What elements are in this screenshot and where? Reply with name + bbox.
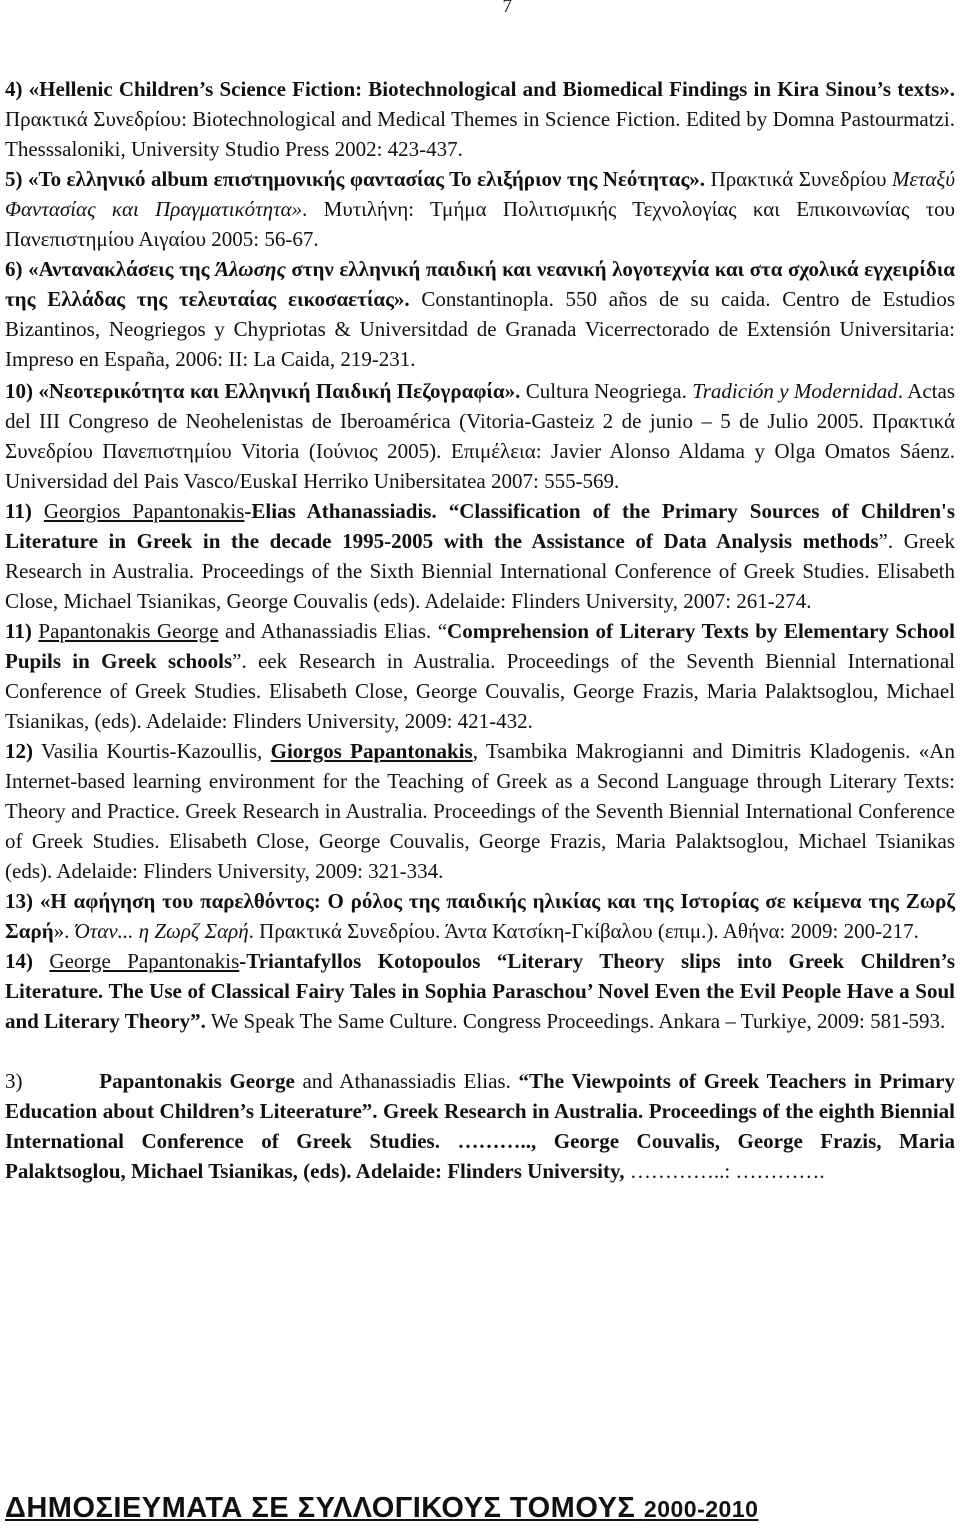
entry-title: «Hellenic Children’s Science Fiction: Biotechnological and Biomedical Findings in Kira Sinou’s texts». (28, 77, 956, 101)
entry-author-bold: -Elias Athanassiadis. (244, 499, 437, 523)
entry-number: 3) (5, 1069, 23, 1093)
entry-title: Comprehension of Literary Texts by Elementary School Pupils in Greek schools (5, 619, 956, 673)
entry-author-rest: and Athanassiadis Elias. “ (218, 619, 448, 643)
entry-title: -Triantafyllos Kotopoulos (239, 949, 481, 973)
entry-author-rest: and Athanassiadis Elias. (294, 1069, 519, 1093)
entry-details: We Speak The Same Culture. Congress Proceedings. Ankara – Turkiye, 2009: 581-593. (205, 1009, 946, 1033)
entry-details: . Μυτιλήνη: Τμήμα Πολιτισμικής Τεχνολογίας και Επικοινωνίας του Πανεπιστημίου Αιγαίου 2005: 56-67. (5, 197, 955, 251)
bibliography-list (5, 74, 955, 1186)
entry-number: 12) (5, 739, 33, 763)
entry-prefix: Πρακτικά Συνεδρίου (705, 167, 893, 191)
entry-prefix: Vasilia Kourtis-Kazoullis, (33, 739, 271, 763)
entry-author-bold-underlined: Giorgos Papantonakis (270, 739, 473, 763)
entry-number: 11) (5, 619, 32, 643)
page-number: 7 (502, 0, 512, 17)
entry-title-continued: “Literary Theory slips into Greek Children’s Literature. The Use of Classical Fairy Tales in Sophia Paraschou’ Novel Even the Evil People Have a Soul and Literary Theory”. (5, 949, 956, 1033)
entry-details: ”. Greek Research in Australia. Proceedings of the Sixth Biennial International Conference of Greek Studies. Elisabeth Close, Michael Tsianikas, George Couvalis (eds). Adelaide: Flinders University, 2007: 261-274. (5, 529, 955, 613)
entry-details: , Tsambika Makrogianni and Dimitris Kladogenis. «An Internet-based learning environment for the Teaching of Greek as a Second Language through Literary Texts: Theory and Practice. Greek Research in Australia. Proceedings of the Seventh Biennial International Conference of Greek Studies. Elisabeth Close, George Couvalis, George Frazis, Maria Palaktsoglou, Michael Tsianikas (eds). Adelaide: Flinders University, 2009: 321-334. (5, 739, 955, 883)
entry-details: ”. eek Research in Australia. Proceedings of the Seventh Biennial International Conference of Greek Studies. Elisabeth Close, George Couvalis, George Frazis, Maria Palaktsoglou, Michael Tsianikas, (eds). Adelaide: Flinders University, 2009: 421-432. (5, 649, 955, 733)
entry-number: 10) (5, 379, 33, 403)
entry-details: . Πρακτικά Συνεδρίου. Άντα Κατσίκη-Γκίβαλου (επιμ.). Αθήνα: 2009: 200-217. (248, 919, 919, 943)
bib-entry-3 (5, 1066, 955, 1186)
bib-entry-14 (5, 946, 955, 1036)
entry-title-part-a: «Αντανακλάσεις της (28, 257, 216, 281)
section-heading (5, 1492, 955, 1525)
entry-title-italic: Άλωσης (215, 257, 286, 281)
entry-prefix: Cultura Neogriega. (520, 379, 693, 403)
entry-number: 6) (5, 257, 23, 281)
entry-title: «Το ελληνικό album επιστημονικής φαντασίας Το ελιξήριον της Νεότητας». (27, 167, 706, 191)
entry-details: . Actas del III Congreso de Neohelenistas de Iberoamérica (Vitoria-Gasteiz 2 de junio – 5 de Julio 2005. Πρακτικά Συνεδρίου Πανεπιστημίου Vitoria (Ιούνιος 2005). Επιμέλεια: Javier Alonso Aldama y Olga Omatos Sáenz. Universidad del Pais Vasco/EuskaI Herriko Unibersitatea 2007: 555-569. (5, 379, 956, 493)
entry-author-bold: Papantonakis George (99, 1069, 295, 1093)
entry-number: 4) (5, 77, 23, 101)
entry-italic-title: Tradición y Modernidad (692, 379, 898, 403)
bib-entry-6 (5, 254, 955, 374)
bib-entry-10 (5, 376, 955, 496)
entry-number: 13) (5, 889, 33, 913)
entry-number: 11) (5, 499, 32, 523)
entry-details: Constantinopla. 550 años de su caida. Centro de Estudios Bizantinos, Neogriegos y Chypriotas & Universitdad de Granada Vicerrectorado de Extensión Universitaria: Impreso en España, 2006: II: La Caida, 219-231. (5, 287, 955, 371)
entry-author-underlined: Georgios Papantonakis (43, 499, 245, 523)
entry-author-underlined: Papantonakis George (38, 619, 219, 643)
bib-entry-11a (5, 496, 955, 616)
entry-author-underlined: George Papantonakis (49, 949, 240, 973)
bib-entry-4 (5, 74, 955, 164)
entry-title: “The Viewpoints of Greek Teachers in Primary Education about Children’s Liteerature”. Greek Research in Australia. Proceedings of the eighth Biennial International Conference of Greek Studies. ……….., George Couvalis, George Frazis, Maria Palaktsoglou, Michael Tsianikas, (eds). Adelaide: Flinders University, (5, 1069, 955, 1183)
spacer (5, 1036, 955, 1066)
section-heading-text: ΔΗΜΟΣΙΕΥΜΑΤΑ ΣΕ ΣΥΛΛΟΓΙΚΟΥΣ ΤΟΜΟΥΣ (5, 1492, 636, 1524)
bib-entry-13 (5, 886, 955, 946)
entry-prefix: ». (53, 919, 75, 943)
entry-details: …………..: …………. (624, 1159, 825, 1183)
bib-entry-11b (5, 616, 955, 736)
entry-italic-title: Μεταξύ Φαντασίας και Πραγματικότητα» (5, 167, 955, 221)
entry-title-part-b: στην ελληνική παιδική και νεανική λογοτεχνία και στα σχολικά εγχειρίδια της Ελλάδας της τελευταίας εικοσαετίας». (5, 257, 956, 311)
bib-entry-5 (5, 164, 955, 254)
entry-number: 14) (5, 949, 33, 973)
entry-title: «Νεοτερικότητα και Ελληνική Παιδική Πεζογραφία». (38, 379, 521, 403)
bib-entry-12 (5, 736, 955, 886)
section-heading-years: 2000-2010 (643, 1496, 759, 1522)
entry-title: «Η αφήγηση του παρελθόντος: Ο ρόλος της παιδικής ηλικίας και της Ιστορίας σε κείμενα της Ζωρζ Σαρή (5, 889, 956, 943)
entry-title: “Classification of the Primary Sources of Children's Literature in Greek in the decade 1995-2005 with the Assistance of Data Analysis methods (5, 499, 956, 553)
entry-number: 5) (5, 167, 23, 191)
entry-details: Πρακτικά Συνεδρίου: Biotechnological and Medical Themes in Science Fiction. Edited by Domna Pastourmatzi. Thesssaloniki, University Studio Press 2002: 423-437. (5, 107, 955, 161)
entry-italic-title: Όταν... η Ζωρζ Σαρή (74, 919, 249, 943)
